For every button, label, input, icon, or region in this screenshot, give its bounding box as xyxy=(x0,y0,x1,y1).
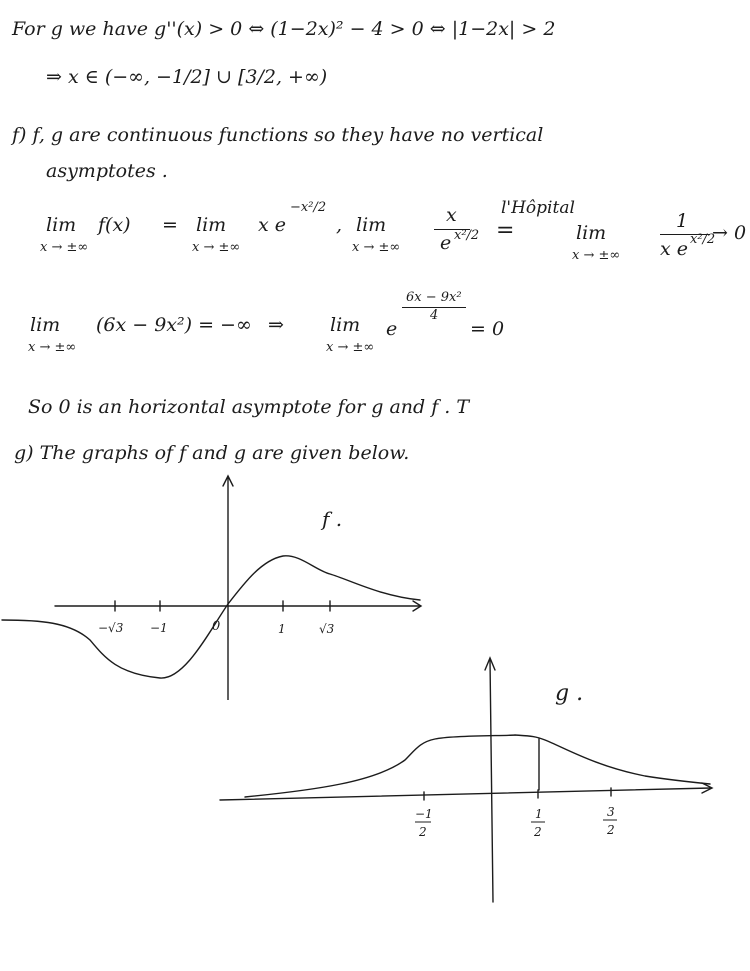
fraction-denominator-xe: x e xyxy=(660,238,688,260)
equals-hopital: = xyxy=(496,218,515,243)
lim-subscript-4: x → ±∞ xyxy=(572,248,621,263)
denominator-exponent: x²/2 xyxy=(454,228,480,243)
lim-symbol-2: lim xyxy=(196,214,227,236)
g-tick-neg-half-num: −1 xyxy=(415,807,433,821)
g-curve xyxy=(245,735,710,797)
polynomial-limit: (6x − 9x²) = −∞ xyxy=(96,314,252,336)
lim-subscript-3: x → ±∞ xyxy=(352,240,401,255)
lim-symbol-6: lim xyxy=(330,314,361,336)
x-e-expression: x e xyxy=(258,214,286,236)
tends-to-zero: → 0 xyxy=(712,222,747,244)
g-tick-neg-half-den: 2 xyxy=(419,825,427,839)
g-tick-half-num: 1 xyxy=(535,807,543,821)
fraction-denominator-e: e xyxy=(440,232,452,254)
lim-symbol: lim xyxy=(46,214,77,236)
part-g-heading: g) The graphs of f and g are given below. xyxy=(14,442,410,464)
exponent-numerator: 6x − 9x² xyxy=(406,290,462,305)
f-tick-label-1: 1 xyxy=(278,622,286,636)
graph-g xyxy=(215,650,725,910)
lim-symbol-5: lim xyxy=(30,314,61,336)
g-tick-three-halves-num: 3 xyxy=(607,805,615,819)
g-tick-half-den: 2 xyxy=(534,825,542,839)
convexity-condition-line: For g we have g''(x) > 0 ⇔ (1−2x)² − 4 > 0 ⇔ |1−2x| > 2 xyxy=(12,18,556,40)
exponent-neg-x2-over-2: −x²/2 xyxy=(290,200,327,215)
comma: , xyxy=(336,214,343,236)
lim-symbol-3: lim xyxy=(356,214,387,236)
lim-subscript-5: x → ±∞ xyxy=(28,340,77,355)
equals-sign: = xyxy=(162,214,178,236)
horizontal-asymptote-conclusion: So 0 is an horizontal asymptote for g and f . T xyxy=(28,396,470,418)
fraction-numerator-1: 1 xyxy=(676,210,689,232)
g-y-axis xyxy=(490,660,493,902)
equals-zero: = 0 xyxy=(470,318,505,340)
convexity-interval-line: ⇒ x ∈ (−∞, −1/2] ∪ [3/2, +∞) xyxy=(46,66,328,88)
exponent-denominator: 4 xyxy=(430,308,439,323)
f-tick-label-neg1: −1 xyxy=(150,621,168,635)
g-tick-three-halves-den: 2 xyxy=(607,823,615,837)
f-tick-label-0: 0 xyxy=(212,619,221,634)
exp-base-e: e xyxy=(386,318,398,340)
g-x-axis xyxy=(220,788,711,800)
lim-symbol-4: lim xyxy=(576,222,607,244)
asymptotes-word: asymptotes . xyxy=(46,160,168,182)
denominator-exponent-2: x²/2 xyxy=(690,232,716,247)
f-tick-label-sqrt3: √3 xyxy=(319,622,335,636)
f-graph-label: f . xyxy=(322,507,343,531)
implies-arrow: ⇒ xyxy=(268,314,284,336)
fraction-numerator-x: x xyxy=(446,204,457,226)
hopital-label: l'Hôpital xyxy=(501,198,575,218)
g-graph-label: g . xyxy=(555,681,584,706)
f-tick-label-neg-sqrt3: −√3 xyxy=(98,621,124,635)
f-of-x: f(x) xyxy=(98,214,131,236)
lim-subscript: x → ±∞ xyxy=(40,240,89,255)
lim-subscript-2: x → ±∞ xyxy=(192,240,241,255)
limit-f-line xyxy=(40,198,747,264)
limit-g-line xyxy=(28,290,590,355)
lim-subscript-6: x → ±∞ xyxy=(326,340,375,355)
part-f-heading-line: f) f, g are continuous functions so they have no vertical xyxy=(12,124,544,146)
